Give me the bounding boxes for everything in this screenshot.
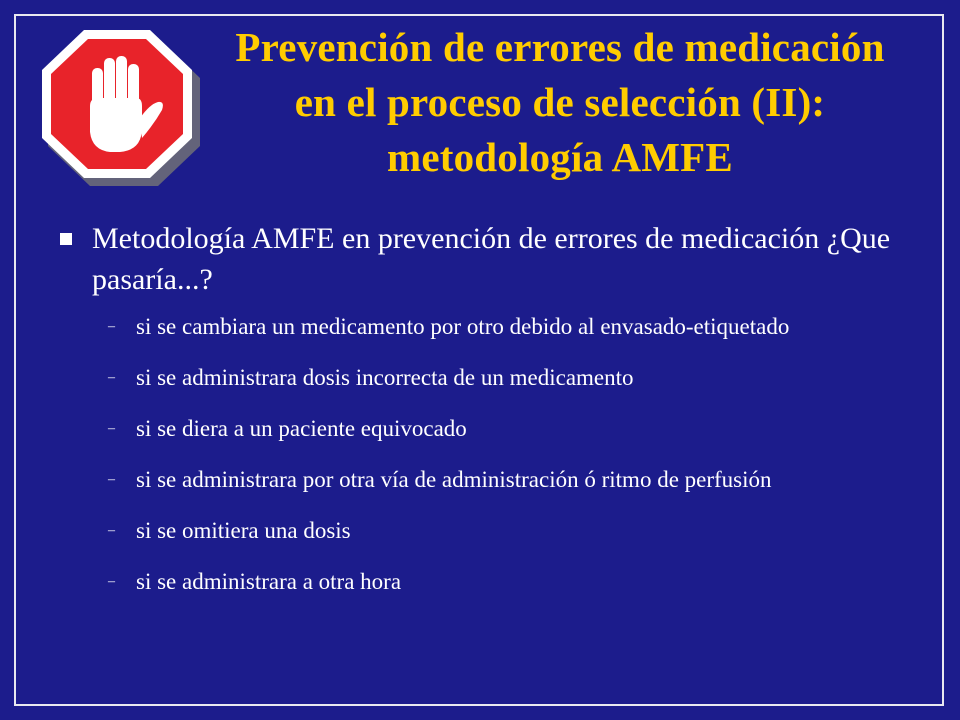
- list-item-text: si se omitiera una dosis: [136, 518, 351, 543]
- list-item: [60, 312, 920, 342]
- dash-bullet-icon: –: [108, 523, 115, 538]
- dash-bullet-icon: –: [108, 574, 115, 589]
- list-item: [60, 567, 920, 597]
- title-line-1: Prevención de errores de medicación: [235, 24, 885, 70]
- main-bullet: [60, 218, 920, 300]
- slide-content: [60, 218, 920, 618]
- slide-title: [180, 20, 940, 185]
- dash-bullet-icon: –: [108, 472, 115, 487]
- list-item-text: si se administrara por otra vía de administración ó ritmo de perfusión: [136, 467, 772, 492]
- title-line-3: metodología AMFE: [387, 134, 733, 180]
- list-item-text: si se administrara dosis incorrecta de un medicamento: [136, 365, 634, 390]
- list-item: [60, 363, 920, 393]
- main-bullet-text: Metodología AMFE en prevención de errores de medicación ¿Que pasaría...?: [92, 222, 891, 296]
- list-item-text: si se cambiara un medicamento por otro debido al envasado-etiquetado: [136, 314, 790, 339]
- dash-bullet-icon: –: [108, 319, 115, 334]
- square-bullet-icon: [60, 233, 72, 245]
- list-item: [60, 414, 920, 444]
- dash-bullet-icon: –: [108, 370, 115, 385]
- list-item: [60, 465, 920, 495]
- dash-bullet-icon: –: [108, 421, 115, 436]
- title-line-2: en el proceso de selección (II):: [294, 79, 826, 125]
- list-item-text: si se diera a un paciente equivocado: [136, 416, 467, 441]
- list-item: [60, 516, 920, 546]
- list-item-text: si se administrara a otra hora: [136, 569, 402, 594]
- stop-hand-sign-icon: [24, 28, 204, 188]
- sub-bullet-list: [60, 312, 920, 597]
